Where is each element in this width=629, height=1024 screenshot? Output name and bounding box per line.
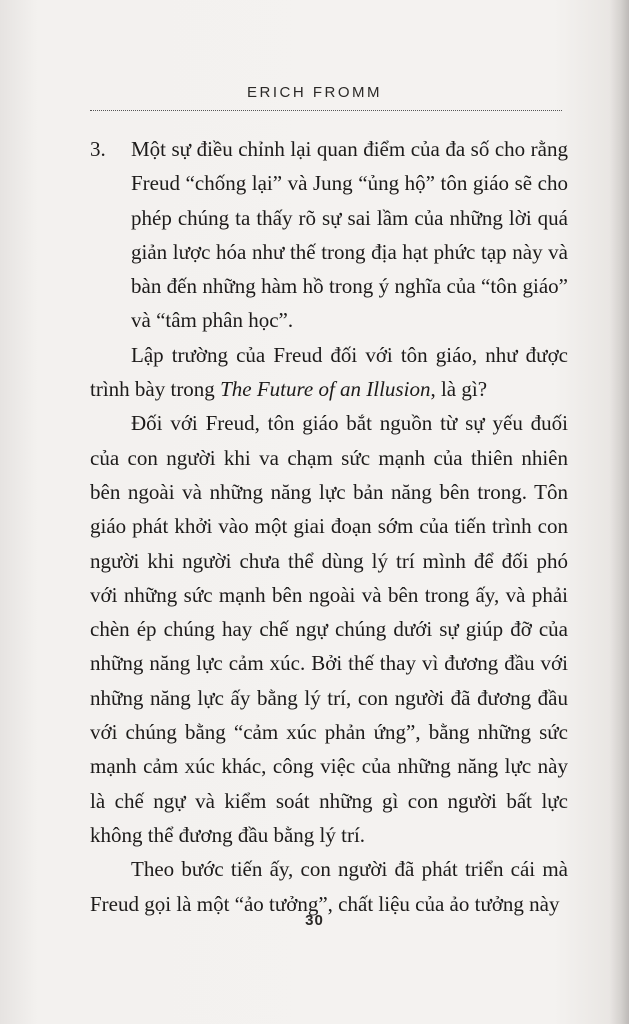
book-title: The Future of an Illusion (220, 377, 431, 402)
paragraph-religion-origin: Đối với Freud, tôn giáo bắt nguồn từ sự yếu đuối của con người khi va chạm sức mạnh của thiên nhiên bên ngoài và những năng lực bản năng bên trong. Tôn giáo phát khởi vào một giai đoạn sớm của tiến trình con người khi người chưa thể dùng lý trí mình để đối phó với những sức mạnh bên ngoài và bên trong ấy, và phải chèn ép chúng hay chế ngự chúng dưới sự giúp đỡ của những năng lực cảm xúc. Bởi thế thay vì đương đầu với những năng lực ấy bằng lý trí, con người đã đương đầu với chúng bằng “cảm xúc phản ứng”, bằng những sức mạnh cảm xúc khác, công việc của những năng lực này là chế ngự và kiểm soát những gì con người bất lực không thể đương đầu bằng lý trí. (90, 411, 568, 847)
paragraph-illusion: Theo bước tiến ấy, con người đã phát triển cái mà Freud gọi là một “ảo tưởng”, chất liệu của ảo tưởng này (90, 857, 568, 916)
header-dotted-rule (90, 110, 562, 111)
page-number: 30 (305, 912, 324, 929)
body-text (90, 132, 568, 921)
item-text: Một sự điều chỉnh lại quan điểm của đa số cho rằng Freud “chống lại” và Jung “ủng hộ” tôn giáo sẽ cho phép chúng ta thấy rõ sự sai lầm của những lời quá giản lược hóa như thế trong địa hạt phức tạp này và bàn đến những hàm hồ trong ý nghĩa của “tôn giáo” và “tâm phân học”. (131, 137, 568, 333)
paragraph-question (90, 338, 568, 407)
numbered-item-3 (90, 132, 568, 338)
item-number: 3. (90, 137, 106, 161)
paragraph-question-start: Lập trường của Freud đối với tôn giáo, như được trình bày trong (90, 342, 568, 402)
paragraph-question-end: , là gì? (430, 377, 488, 402)
page-edge-shadow (609, 0, 629, 1024)
running-head: ERICH FROMM (247, 84, 382, 101)
